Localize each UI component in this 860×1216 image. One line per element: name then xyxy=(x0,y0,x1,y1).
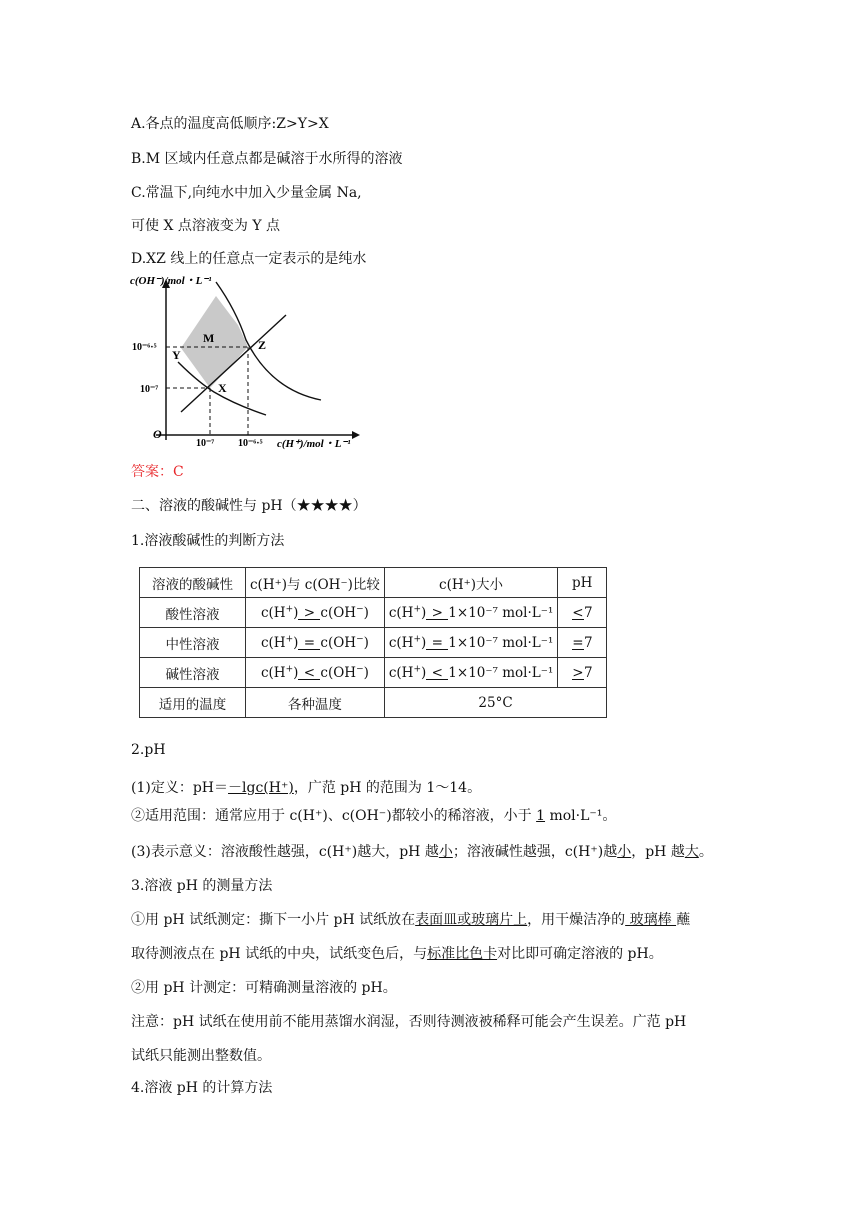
ph-title: 2.pH xyxy=(131,742,166,758)
answer: 答案：C xyxy=(131,464,184,480)
point-x-label: X xyxy=(218,381,227,395)
size-cell: c(H+) < 1×10⁻⁷ mol·L⁻¹ xyxy=(384,658,557,688)
subheading-1: 1.溶液酸碱性的判断方法 xyxy=(131,533,285,549)
table-row xyxy=(140,658,607,688)
point-z-label: Z xyxy=(258,338,267,352)
ph-meaning: (3)表示意义：溶液酸性越强，c(H⁺)越大，pH 越小；溶液碱性越强，c(H⁺)越小，pH 越大。 xyxy=(131,844,713,860)
ph-cell: >7 xyxy=(558,658,607,688)
section-heading: 二、溶液的酸碱性与 pH（★★★★） xyxy=(131,498,367,514)
x-tick-65: 10⁻⁶·⁵ xyxy=(238,438,263,449)
measure-line-3: ②用 pH 计测定：可精确测量溶液的 pH。 xyxy=(131,980,397,996)
table-header: c(H⁺)与 c(OH⁻)比较 xyxy=(246,568,385,598)
option-d: D.XZ 线上的任意点一定表示的是纯水 xyxy=(131,251,367,267)
kw-graph xyxy=(126,270,366,455)
temp-25: 25°C xyxy=(384,688,606,718)
option-a: A.各点的温度高低顺序:Z>Y>X xyxy=(131,116,329,132)
x-axis-label: c(H⁺)/mol・L⁻¹ xyxy=(277,438,351,450)
table-row xyxy=(140,628,607,658)
section-4-heading: 4.溶液 pH 的计算方法 xyxy=(131,1080,273,1096)
note-line-1: 注意：pH 试纸在使用前不能用蒸馏水润湿，否则待测液被稀释可能会产生误差。广范 pH xyxy=(131,1014,687,1030)
option-b: B.M 区域内任意点都是碱溶于水所得的溶液 xyxy=(131,151,403,167)
point-m-label: M xyxy=(203,331,215,345)
table-header: pH xyxy=(558,568,607,598)
temp-all: 各种温度 xyxy=(246,688,385,718)
row-name: 碱性溶液 xyxy=(140,658,246,688)
cmp-cell: c(H+) > c(OH−) xyxy=(246,598,385,628)
ph-cell: <7 xyxy=(558,598,607,628)
point-y-label: Y xyxy=(172,348,181,362)
y-tick-7: 10⁻⁷ xyxy=(140,384,159,395)
table-header-row xyxy=(140,568,607,598)
measure-title: 3.溶液 pH 的测量方法 xyxy=(131,878,273,894)
measure-line-1: ①用 pH 试纸测定：撕下一小片 pH 试纸放在表面皿或玻璃片上，用干燥洁净的 玻璃棒 蘸 xyxy=(131,912,691,928)
size-cell: c(H+) = 1×10⁻⁷ mol·L⁻¹ xyxy=(384,628,557,658)
y-tick-65: 10⁻⁶·⁵ xyxy=(132,342,157,353)
table-header: c(H⁺)大小 xyxy=(384,568,557,598)
x-arrow-icon xyxy=(352,431,360,439)
table-header: 溶液的酸碱性 xyxy=(140,568,246,598)
origin-label: O xyxy=(153,427,162,441)
table-row xyxy=(140,598,607,628)
size-cell: c(H+) > 1×10⁻⁷ mol·L⁻¹ xyxy=(384,598,557,628)
y-axis-label: c(OH⁻)/mol・L⁻¹ xyxy=(130,275,212,287)
acidity-table xyxy=(139,567,607,718)
row-name: 酸性溶液 xyxy=(140,598,246,628)
ph-definition: (1)定义：pH＝－lgc(H⁺)，广范 pH 的范围为 1～14。 xyxy=(131,780,482,796)
option-c: C.常温下,向纯水中加入少量金属 Na, xyxy=(131,185,362,201)
cmp-cell: c(H+) = c(OH−) xyxy=(246,628,385,658)
x-tick-7: 10⁻⁷ xyxy=(196,438,215,449)
row-name: 适用的温度 xyxy=(140,688,246,718)
row-name: 中性溶液 xyxy=(140,628,246,658)
option-c-cont: 可使 X 点溶液变为 Y 点 xyxy=(131,218,281,234)
measure-line-2: 取待测液点在 pH 试纸的中央，试纸变色后，与标准比色卡对比即可确定溶液的 pH。 xyxy=(131,946,663,962)
ph-cell: =7 xyxy=(558,628,607,658)
note-line-2: 试纸只能测出整数值。 xyxy=(131,1048,271,1064)
cmp-cell: c(H+) < c(OH−) xyxy=(246,658,385,688)
ph-range: ②适用范围：通常应用于 c(H⁺)、c(OH⁻)都较小的稀溶液，小于 1 mol·L⁻¹。 xyxy=(131,808,617,824)
table-row xyxy=(140,688,607,718)
